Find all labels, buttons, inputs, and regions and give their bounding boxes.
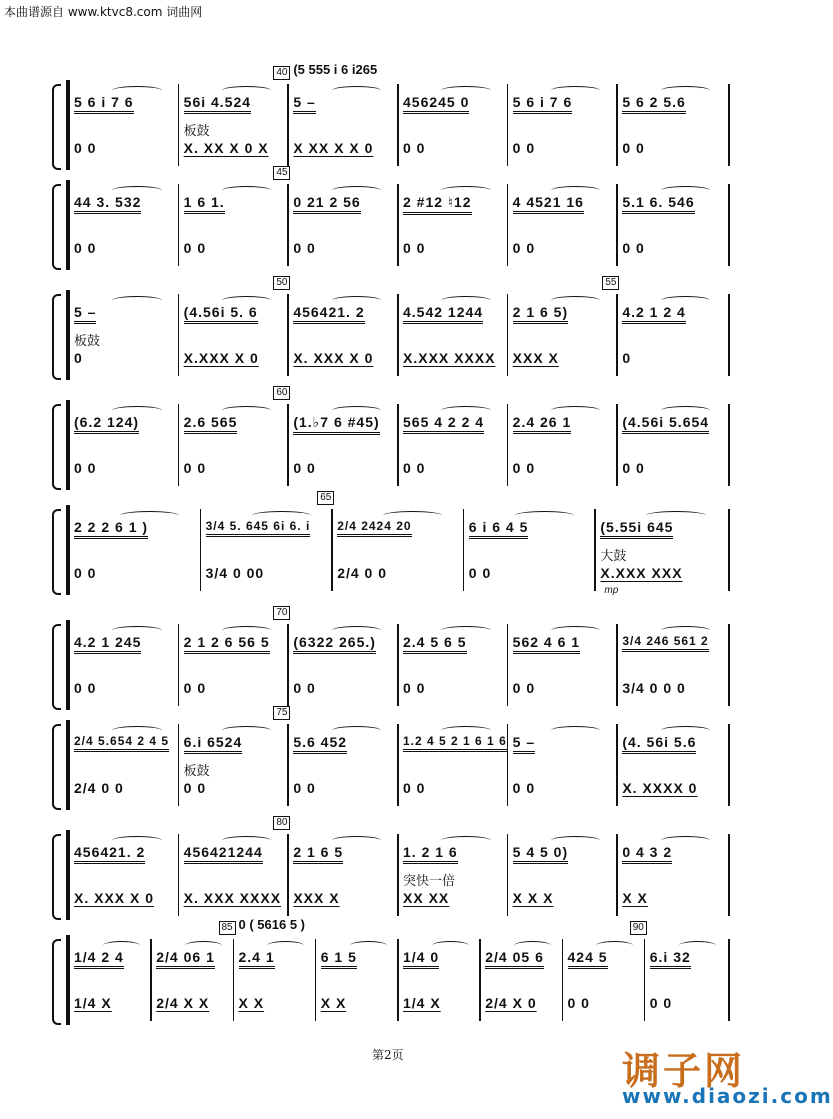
page-number: 第2页: [372, 1048, 404, 1062]
drum-measure: 0: [74, 350, 83, 366]
barline: [507, 294, 509, 376]
barline: [616, 184, 618, 266]
system-bracket: [52, 294, 61, 380]
slur-arc: [679, 941, 716, 950]
drum-measure: 0 0: [622, 240, 645, 256]
slur-arc: [222, 296, 271, 305]
slur-arc: [112, 86, 161, 95]
performance-label: 板鼓: [74, 333, 101, 348]
slur-arc: [441, 836, 490, 845]
drum-measure: 1/4 X: [74, 995, 112, 1011]
measure-number-box: 40: [273, 66, 290, 80]
source-header: 本曲谱源自 www.ktvc8.com 词曲网: [4, 5, 203, 19]
system-bracket: [52, 404, 61, 490]
barline: [507, 724, 509, 806]
slur-arc: [350, 941, 387, 950]
slur-arc: [646, 511, 705, 520]
drum-measure: X. XXXX 0: [622, 780, 698, 796]
slur-arc: [441, 406, 490, 415]
barline: [287, 404, 289, 486]
drum-measure: 0 0: [512, 680, 536, 696]
slur-arc: [441, 296, 490, 305]
melody-measure: 5 –: [513, 734, 535, 754]
system-end-barline: [728, 509, 730, 591]
drum-measure: 0 0: [183, 780, 207, 796]
measure-number-box: 85: [219, 921, 236, 935]
performance-label: 大鼓: [600, 548, 627, 563]
melody-measure: 2/4 06 1: [156, 949, 215, 969]
system-end-barline: [728, 939, 730, 1021]
slur-arc: [252, 511, 311, 520]
drum-measure: 0 0: [622, 460, 645, 476]
barline: [287, 184, 289, 266]
drum-measure: 0 0: [293, 780, 316, 796]
score-system: [60, 707, 730, 810]
slur-arc: [515, 511, 574, 520]
score-system: [60, 917, 730, 1025]
melody-measure: (4.56i 5.654: [622, 414, 709, 434]
performance-label: 板鼓: [183, 123, 210, 138]
slur-arc: [383, 511, 442, 520]
slur-arc: [185, 941, 222, 950]
slur-arc: [441, 626, 490, 635]
slur-arc: [112, 726, 161, 735]
score-system: [60, 817, 730, 920]
slur-arc: [332, 836, 381, 845]
slur-arc: [120, 511, 179, 520]
barline: [178, 724, 180, 806]
barline: [616, 404, 618, 486]
performance-label: 突快一倍: [403, 873, 456, 888]
melody-measure: 0 21 2 56: [293, 194, 360, 214]
melody-measure: 5 4 5 0): [513, 844, 568, 864]
system-start-line: [66, 80, 70, 170]
measure-number-box: 70: [273, 606, 290, 620]
melody-measure: (6322 265.): [293, 634, 376, 654]
melody-measure: 2.4 5 6 5: [403, 634, 467, 654]
melody-measure: 2 1 6 5: [293, 844, 343, 864]
barline: [562, 939, 564, 1021]
drum-measure: 2/4 0 0: [74, 780, 124, 796]
drum-measure: 0 0: [74, 140, 97, 156]
melody-measure: 2.6 565: [184, 414, 238, 434]
measure-number-box: 75: [273, 706, 290, 720]
system-bracket: [52, 724, 61, 810]
barline: [200, 509, 202, 591]
drum-measure: X. XXX X 0: [74, 890, 155, 906]
slur-arc: [112, 186, 161, 195]
barline: [287, 724, 289, 806]
performance-label: 板鼓: [183, 763, 210, 778]
melody-measure: 5 6 i 7 6: [74, 94, 134, 114]
melody-measure: 6.i 6524: [184, 734, 243, 754]
barline: [315, 939, 317, 1021]
melody-measure: 5 –: [293, 94, 315, 114]
barline: [287, 834, 289, 916]
drum-measure: X.XXX XXX: [600, 565, 683, 581]
slur-arc: [222, 626, 271, 635]
slur-arc: [551, 186, 600, 195]
barline: [397, 939, 399, 1021]
drum-measure: 2/4 X 0: [485, 995, 537, 1011]
melody-measure: 6 i 6 4 5: [469, 519, 529, 539]
drum-measure: XXX X: [293, 890, 340, 906]
system-end-barline: [728, 624, 730, 706]
barline: [479, 939, 481, 1021]
melody-measure: 5.1 6. 546: [622, 194, 694, 214]
melody-measure: 2 #12 ♮12: [403, 194, 472, 215]
slur-arc: [661, 836, 710, 845]
system-start-line: [66, 505, 70, 595]
slur-arc: [432, 941, 469, 950]
melody-measure: (6.2 124): [74, 414, 139, 434]
score-system: [60, 62, 730, 170]
barline: [397, 834, 399, 916]
overhead-notation: (5 555 i 6 i265: [293, 62, 378, 77]
melody-measure: 5 6 2 5.6: [622, 94, 686, 114]
drum-measure: 0 0: [293, 680, 316, 696]
slur-arc: [222, 86, 271, 95]
barline: [178, 84, 180, 166]
system-end-barline: [728, 834, 730, 916]
slur-arc: [661, 626, 710, 635]
melody-measure: 2/4 05 6: [485, 949, 544, 969]
slur-arc: [514, 941, 551, 950]
drum-measure: 0 0: [183, 680, 207, 696]
drum-measure: 0 0: [512, 240, 536, 256]
slur-arc: [222, 726, 271, 735]
melody-measure: 456245 0: [403, 94, 469, 114]
drum-measure: XXX X: [512, 350, 559, 366]
overhead-notation: 0 ( 5616 5 ): [238, 917, 305, 932]
barline: [397, 404, 399, 486]
melody-measure: 2.4 1: [239, 949, 275, 969]
drum-measure: 0 0: [74, 460, 97, 476]
system-start-line: [66, 620, 70, 710]
barline: [616, 724, 618, 806]
barline: [150, 939, 152, 1021]
slur-arc: [332, 86, 381, 95]
melody-measure: 456421. 2: [74, 844, 145, 864]
melody-measure: 2/4 5.654 2 4 5: [74, 734, 169, 752]
drum-measure: 0 0: [183, 460, 207, 476]
system-bracket: [52, 624, 61, 710]
system-end-barline: [728, 294, 730, 376]
slur-arc: [332, 296, 381, 305]
slur-arc: [332, 726, 381, 735]
slur-arc: [551, 86, 600, 95]
score-system: [60, 387, 730, 490]
slur-arc: [551, 406, 600, 415]
drum-measure: 2/4 0 0: [337, 565, 388, 581]
drum-measure: 0 0: [403, 780, 426, 796]
barline: [616, 84, 618, 166]
melody-measure: 2 1 6 5): [513, 304, 568, 324]
melody-measure: 1. 2 1 6: [403, 844, 458, 864]
measure-number-box: 80: [273, 816, 290, 830]
drum-measure: 0 0: [183, 240, 207, 256]
barline: [507, 624, 509, 706]
melody-measure: 562 4 6 1: [513, 634, 580, 654]
drum-measure: 0 0: [567, 995, 590, 1011]
barline: [397, 624, 399, 706]
system-end-barline: [728, 84, 730, 166]
slur-arc: [661, 296, 710, 305]
melody-measure: 565 4 2 2 4: [403, 414, 484, 434]
system-bracket: [52, 184, 61, 270]
drum-measure: 0 0: [403, 680, 426, 696]
drum-measure: 2/4 X X: [156, 995, 210, 1011]
system-start-line: [66, 720, 70, 810]
measure-number-box: 45: [273, 166, 290, 180]
slur-arc: [661, 186, 710, 195]
slur-arc: [332, 186, 381, 195]
melody-measure: 2 2 2 6 1 ): [74, 519, 148, 539]
barline: [287, 624, 289, 706]
drum-measure: 0 0: [622, 140, 645, 156]
melody-measure: 4.2 1 2 4: [622, 304, 686, 324]
slur-arc: [661, 86, 710, 95]
drum-measure: X X: [622, 890, 648, 906]
drum-measure: 3/4 0 0 0: [622, 680, 686, 696]
slur-arc: [661, 726, 710, 735]
measure-number-box: 50: [273, 276, 290, 290]
slur-arc: [222, 186, 271, 195]
measure-number-box: 65: [317, 491, 334, 505]
melody-measure: 6.i 32: [650, 949, 691, 969]
slur-arc: [551, 726, 600, 735]
melody-measure: 2 1 2 6 56 5: [184, 634, 270, 654]
drum-measure: 0 0: [403, 240, 426, 256]
drum-measure: 0 0: [403, 460, 426, 476]
drum-measure: 0 0: [649, 995, 673, 1011]
melody-measure: 4 4521 16: [513, 194, 584, 214]
melody-measure: 1/4 2 4: [74, 949, 124, 969]
melody-measure: 3/4 246 561 2: [622, 634, 708, 652]
drum-measure: 3/4 0 00: [205, 565, 265, 581]
barline: [397, 724, 399, 806]
barline: [331, 509, 333, 591]
barline: [397, 294, 399, 376]
barline: [616, 834, 618, 916]
barline: [507, 404, 509, 486]
slur-arc: [112, 836, 161, 845]
barline: [507, 84, 509, 166]
system-start-line: [66, 830, 70, 920]
slur-arc: [441, 186, 490, 195]
melody-measure: 1.2 4 5 2 1 6 1 6: [403, 734, 507, 752]
melody-measure: 1 6 1.: [184, 194, 225, 214]
slur-arc: [222, 836, 271, 845]
system-start-line: [66, 290, 70, 380]
barline: [616, 624, 618, 706]
melody-measure: (4. 56i 5.6: [622, 734, 696, 754]
performance-label: mp: [604, 585, 619, 596]
melody-measure: 4.542 1244: [403, 304, 483, 324]
drum-measure: X.XXX X 0: [183, 350, 259, 366]
slur-arc: [112, 296, 161, 305]
barline: [287, 294, 289, 376]
system-bracket: [52, 84, 61, 170]
drum-measure: X. XX X 0 X: [183, 140, 269, 156]
system-bracket: [52, 834, 61, 920]
barline: [463, 509, 465, 591]
system-end-barline: [728, 404, 730, 486]
slur-arc: [661, 406, 710, 415]
melody-measure: 1/4 0: [403, 949, 439, 969]
slur-arc: [551, 626, 600, 635]
system-start-line: [66, 180, 70, 270]
melody-measure: 456421. 2: [293, 304, 364, 324]
drum-measure: 0 0: [293, 460, 316, 476]
drum-measure: 0 0: [74, 240, 97, 256]
system-end-barline: [728, 724, 730, 806]
slur-arc: [112, 406, 161, 415]
drum-measure: X.XXX XXXX: [403, 350, 496, 366]
barline: [233, 939, 235, 1021]
melody-measure: 2.4 26 1: [513, 414, 572, 434]
melody-measure: 424 5: [568, 949, 608, 969]
melody-measure: 4.2 1 245: [74, 634, 141, 654]
melody-measure: 56i 4.524: [184, 94, 251, 114]
drum-measure: X X: [320, 995, 347, 1011]
barline: [397, 184, 399, 266]
drum-measure: 0 0: [512, 780, 536, 796]
score-system: [60, 167, 730, 270]
system-start-line: [66, 935, 70, 1025]
drum-measure: X X: [238, 995, 265, 1011]
melody-measure: 6 1 5: [321, 949, 357, 969]
slur-arc: [332, 406, 381, 415]
barline: [616, 294, 618, 376]
system-start-line: [66, 400, 70, 490]
melody-measure: (1.♭7 6 #45): [293, 414, 379, 435]
barline: [287, 84, 289, 166]
slur-arc: [441, 86, 490, 95]
drum-measure: 0 0: [74, 680, 97, 696]
melody-measure: 0 4 3 2: [622, 844, 672, 864]
drum-measure: X X X: [512, 890, 554, 906]
barline: [507, 834, 509, 916]
drum-measure: X. XXX X 0: [293, 350, 374, 366]
barline: [644, 939, 646, 1021]
measure-number-box: 90: [630, 921, 647, 935]
measure-number-box: 60: [273, 386, 290, 400]
slur-arc: [332, 626, 381, 635]
drum-measure: 0 0: [293, 240, 316, 256]
barline: [594, 509, 596, 591]
melody-measure: 5.6 452: [293, 734, 347, 754]
system-bracket: [52, 509, 61, 595]
drum-measure: 1/4 X: [403, 995, 441, 1011]
slur-arc: [103, 941, 140, 950]
drum-measure: 0 0: [512, 140, 536, 156]
melody-measure: 5 –: [74, 304, 96, 324]
melody-measure: 5 6 i 7 6: [513, 94, 573, 114]
system-end-barline: [728, 184, 730, 266]
melody-measure: 456421244: [184, 844, 263, 864]
drum-measure: X XX X X 0: [293, 140, 374, 156]
drum-measure: 0 0: [403, 140, 426, 156]
melody-measure: 3/4 5. 645 6i 6. i: [206, 519, 311, 537]
barline: [178, 404, 180, 486]
slur-arc: [551, 836, 600, 845]
slur-arc: [596, 941, 633, 950]
drum-measure: 0 0: [74, 565, 97, 581]
barline: [178, 834, 180, 916]
system-bracket: [52, 939, 61, 1025]
melody-measure: (4.56i 5. 6: [184, 304, 258, 324]
score-system: [60, 607, 730, 710]
slur-arc: [222, 406, 271, 415]
score-system: [60, 277, 730, 380]
drum-measure: XX XX: [403, 890, 450, 906]
melody-measure: 44 3. 532: [74, 194, 141, 214]
watermark-url: www.diaozi.com: [622, 1084, 833, 1108]
slur-arc: [441, 726, 490, 735]
measure-number-box: 55: [602, 276, 619, 290]
slur-arc: [112, 626, 161, 635]
barline: [397, 84, 399, 166]
drum-measure: X. XXX XXXX: [183, 890, 282, 906]
barline: [178, 184, 180, 266]
melody-measure: (5.55i 645: [600, 519, 673, 539]
score-system: [60, 492, 730, 596]
drum-measure: 0: [622, 350, 632, 366]
melody-measure: 2/4 2424 20: [337, 519, 411, 537]
drum-measure: 0 0: [468, 565, 492, 581]
slur-arc: [551, 296, 600, 305]
slur-arc: [267, 941, 304, 950]
barline: [178, 294, 180, 376]
barline: [178, 624, 180, 706]
barline: [507, 184, 509, 266]
watermark-brand: 调子网: [622, 1049, 746, 1093]
drum-measure: 0 0: [512, 460, 536, 476]
